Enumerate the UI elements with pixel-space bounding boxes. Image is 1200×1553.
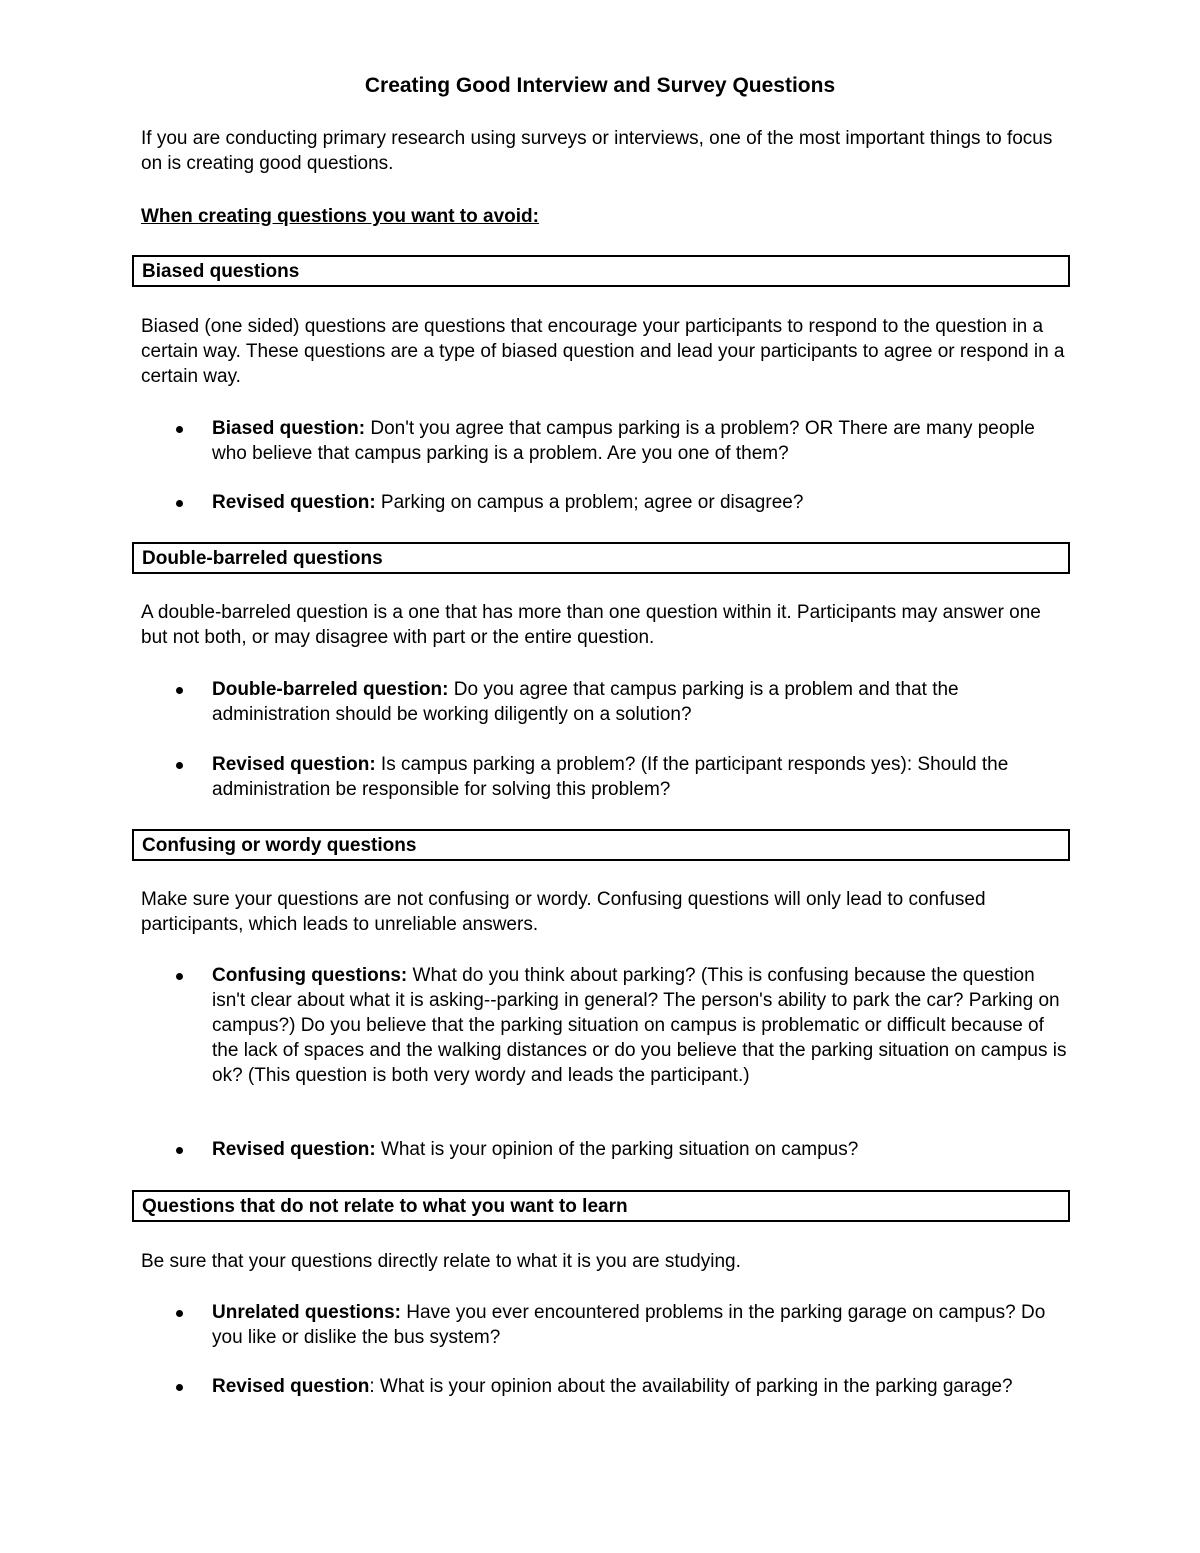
bullet-icon	[176, 500, 183, 507]
bullet-icon	[176, 426, 183, 433]
section-description: Biased (one sided) questions are questions that encourage your participants to respond to the question in a certain way. These questions are a type of biased question and lead your participants to agree or respond in a certain way.	[141, 316, 1065, 387]
bullet-icon	[176, 1310, 183, 1317]
bullet-text: : What is your opinion about the availability of parking in the parking garage?	[369, 1376, 1013, 1397]
bullet-label: Confusing questions:	[212, 965, 408, 986]
section-description: Make sure your questions are not confusing or wordy. Confusing questions will only lead to confused participants, which leads to unreliable answers.	[141, 889, 986, 935]
section-heading-box	[132, 542, 1070, 574]
section-heading-box	[132, 1190, 1070, 1222]
bullet-label: Revised question:	[212, 754, 376, 775]
bullet-label: Biased question:	[212, 418, 366, 439]
bullet-icon	[176, 1384, 183, 1391]
bullet-label: Revised question:	[212, 1139, 376, 1160]
bullet-label: Revised question	[212, 1376, 370, 1397]
section-heading-box	[132, 255, 1070, 287]
section-description: A double-barreled question is a one that has more than one question within it. Participants may answer one but not both, or may disagree with part or the entire question.	[141, 602, 1041, 648]
bullet-text: What do you think about parking? (This is confusing because the question isn't clear about what it is asking--parking in general? The person's ability to park the car? Parking on campus?) Do you believe that the parking situation on campus is problematic or difficult because of the lack of spaces and the walking distances or do you believe that the parking situation on campus is ok? (This question is both very wordy and leads the participant.)	[212, 965, 1067, 1086]
bullet-icon	[176, 762, 183, 769]
section-heading: Double-barreled questions	[142, 548, 383, 569]
intro-paragraph: If you are conducting primary research using surveys or interviews, one of the most important things to focus on is creating good questions.	[141, 128, 1053, 174]
section-heading: Biased questions	[142, 261, 300, 282]
bullet-icon	[176, 1147, 183, 1154]
bullet-label: Unrelated questions:	[212, 1302, 401, 1323]
section-heading-box	[132, 829, 1070, 861]
bullet-icon	[176, 973, 183, 980]
bullet-icon	[176, 687, 183, 694]
bullet-text: Is campus parking a problem? (If the participant responds yes): Should the administration be responsible for solving this problem?	[212, 754, 1009, 800]
section-heading: Confusing or wordy questions	[142, 835, 417, 856]
bullet-label: Double-barreled question:	[212, 679, 449, 700]
bullet-label: Revised question:	[212, 492, 376, 513]
section-heading: Questions that do not relate to what you want to learn	[142, 1196, 628, 1217]
bullet-text: Parking on campus a problem; agree or disagree?	[375, 492, 804, 513]
page-title: Creating Good Interview and Survey Questions	[364, 74, 836, 97]
avoid-heading: When creating questions you want to avoid:	[141, 206, 539, 227]
bullet-text: Do you agree that campus parking is a problem and that the administration should be working diligently on a solution?	[212, 679, 959, 725]
bullet-text: Have you ever encountered problems in the parking garage on campus? Do you like or dislike the bus system?	[212, 1302, 1046, 1348]
bullet-text: Don't you agree that campus parking is a problem? OR There are many people who believe that campus parking is a problem. Are you one of them?	[212, 418, 1035, 464]
bullet-text: What is your opinion of the parking situation on campus?	[375, 1139, 859, 1160]
section-description: Be sure that your questions directly relate to what it is you are studying.	[141, 1251, 741, 1272]
